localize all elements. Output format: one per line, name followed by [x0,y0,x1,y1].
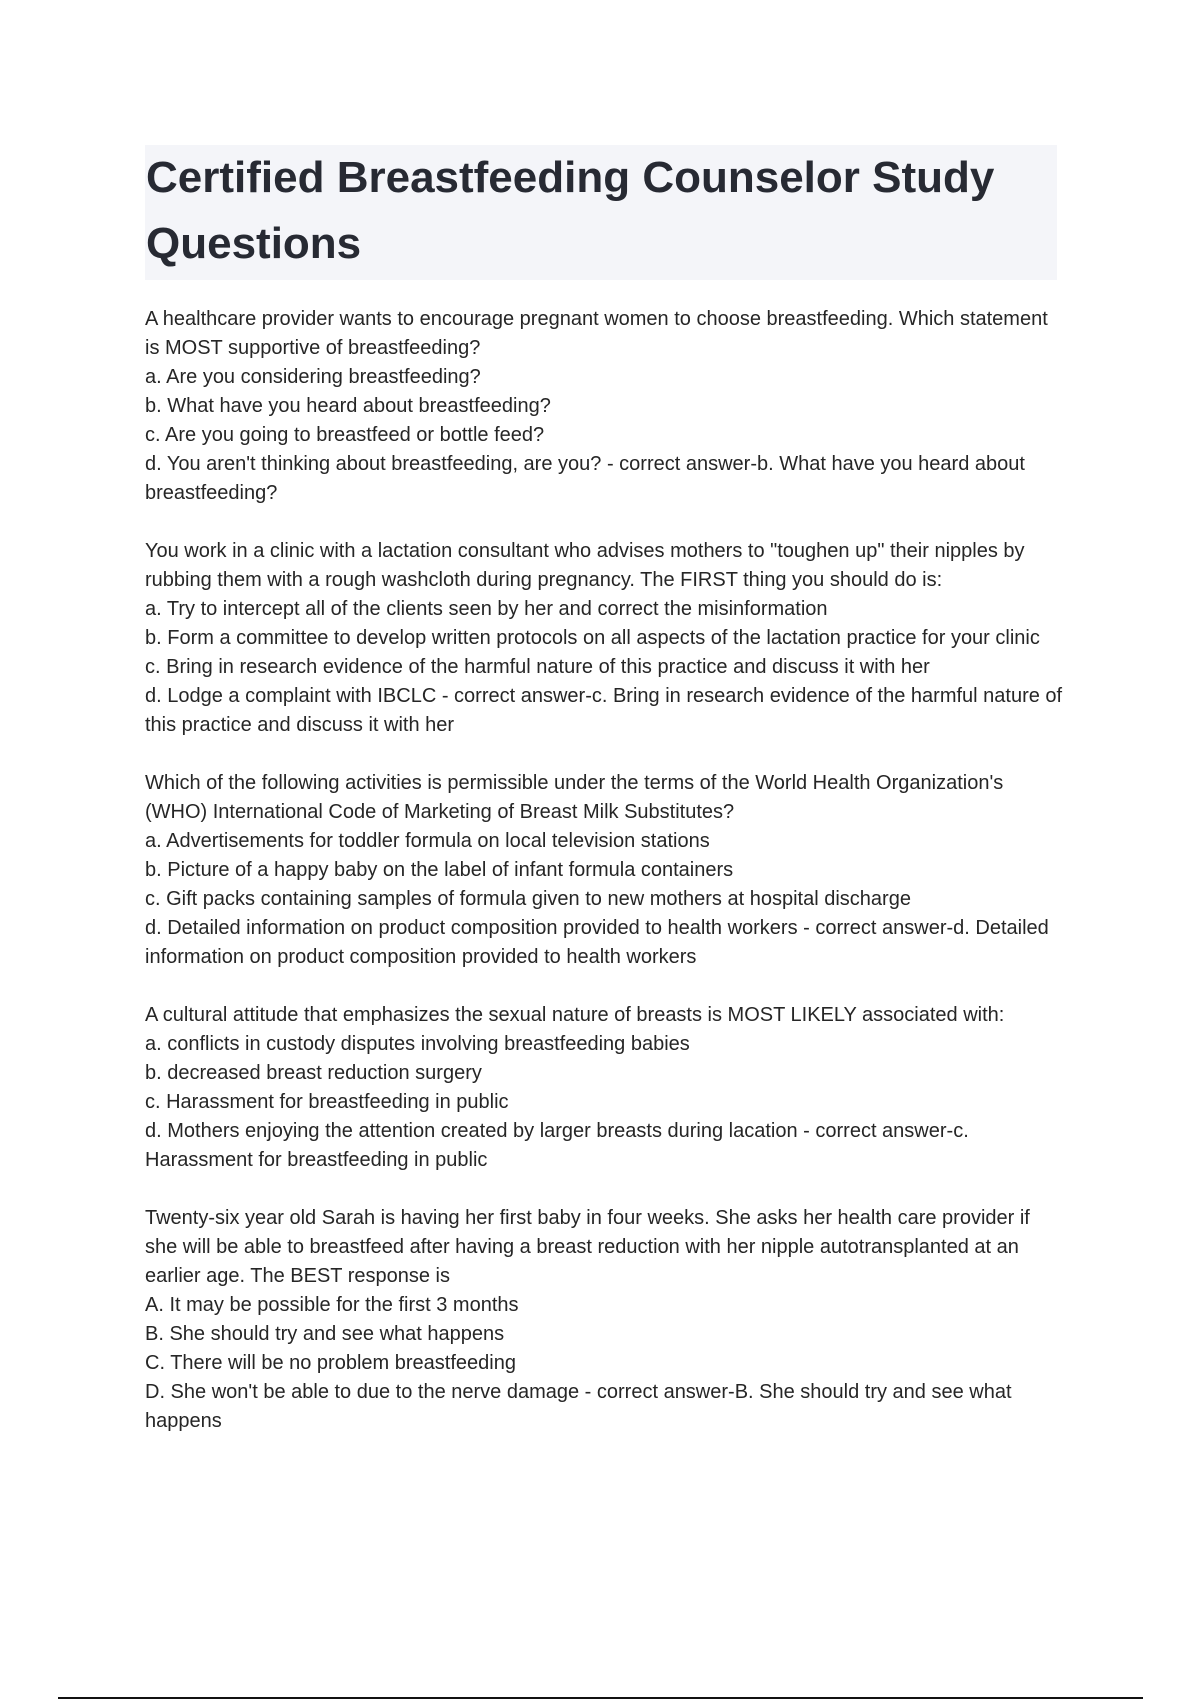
answer-option: A. It may be possible for the first 3 months [145,1294,519,1316]
question-stem: A healthcare provider wants to encourage pregnant women to choose breastfeeding. Which statement is MOST supportive of breastfeeding? [145,308,1048,359]
answer-option: B. She should try and see what happens [145,1323,505,1345]
question-list [145,305,1065,1436]
question-stem: Which of the following activities is permissible under the terms of the World Health Organization's (WHO) International Code of Marketing of Breast Milk Substitutes? [145,772,1004,823]
answer-option: b. Picture of a happy baby on the label of infant formula containers [145,859,734,881]
answer-option: b. decreased breast reduction surgery [145,1062,482,1084]
question-stem: You work in a clinic with a lactation consultant who advises mothers to "toughen up" their nipples by rubbing them with a rough washcloth during pregnancy. The FIRST thing you should do is: [145,540,1025,591]
answer-option-with-correct-answer: d. You aren't thinking about breastfeeding, are you? - correct answer-b. What have you heard about breastfeeding? [145,453,1025,504]
answer-option: b. What have you heard about breastfeeding? [145,395,551,417]
answer-option: c. Bring in research evidence of the harmful nature of this practice and discuss it with her [145,656,930,678]
question-block-1 [145,305,1065,508]
answer-option: a. Try to intercept all of the clients seen by her and correct the misinformation [145,598,828,620]
question-block-5 [145,1204,1065,1436]
answer-option-with-correct-answer: d. Detailed information on product composition provided to health workers - correct answer-d. Detailed information on product composition provided to health workers [145,917,1049,968]
answer-option-with-correct-answer: d. Lodge a complaint with IBCLC - correct answer-c. Bring in research evidence of the harmful nature of this practice and discuss it with her [145,685,1063,736]
answer-option: a. conflicts in custody disputes involving breastfeeding babies [145,1033,690,1055]
footer-divider [58,1697,1143,1699]
answer-option-with-correct-answer: D. She won't be able to due to the nerve damage - correct answer-B. She should try and see what happens [145,1381,1012,1432]
question-block-2 [145,537,1065,740]
answer-option: a. Are you considering breastfeeding? [145,366,481,388]
answer-option: b. Form a committee to develop written protocols on all aspects of the lactation practice for your clinic [145,627,1040,649]
question-stem: Twenty-six year old Sarah is having her first baby in four weeks. She asks her health care provider if she will be able to breastfeed after having a breast reduction with her nipple autotransplanted at an earlier age. The BEST response is [145,1207,1030,1287]
title-banner [145,145,1057,280]
answer-option: a. Advertisements for toddler formula on local television stations [145,830,710,852]
answer-option-with-correct-answer: d. Mothers enjoying the attention created by larger breasts during lacation - correct answer-c. Harassment for breastfeeding in public [145,1120,969,1171]
question-block-3 [145,769,1065,972]
answer-option: c. Are you going to breastfeed or bottle feed? [145,424,545,446]
page-title: Certified Breastfeeding Counselor Study Questions [146,153,995,268]
answer-option: c. Harassment for breastfeeding in public [145,1091,509,1113]
question-stem: A cultural attitude that emphasizes the sexual nature of breasts is MOST LIKELY associated with: [145,1004,1005,1026]
answer-option: c. Gift packs containing samples of formula given to new mothers at hospital discharge [145,888,911,910]
answer-option: C. There will be no problem breastfeeding [145,1352,516,1374]
question-block-4 [145,1001,1065,1175]
